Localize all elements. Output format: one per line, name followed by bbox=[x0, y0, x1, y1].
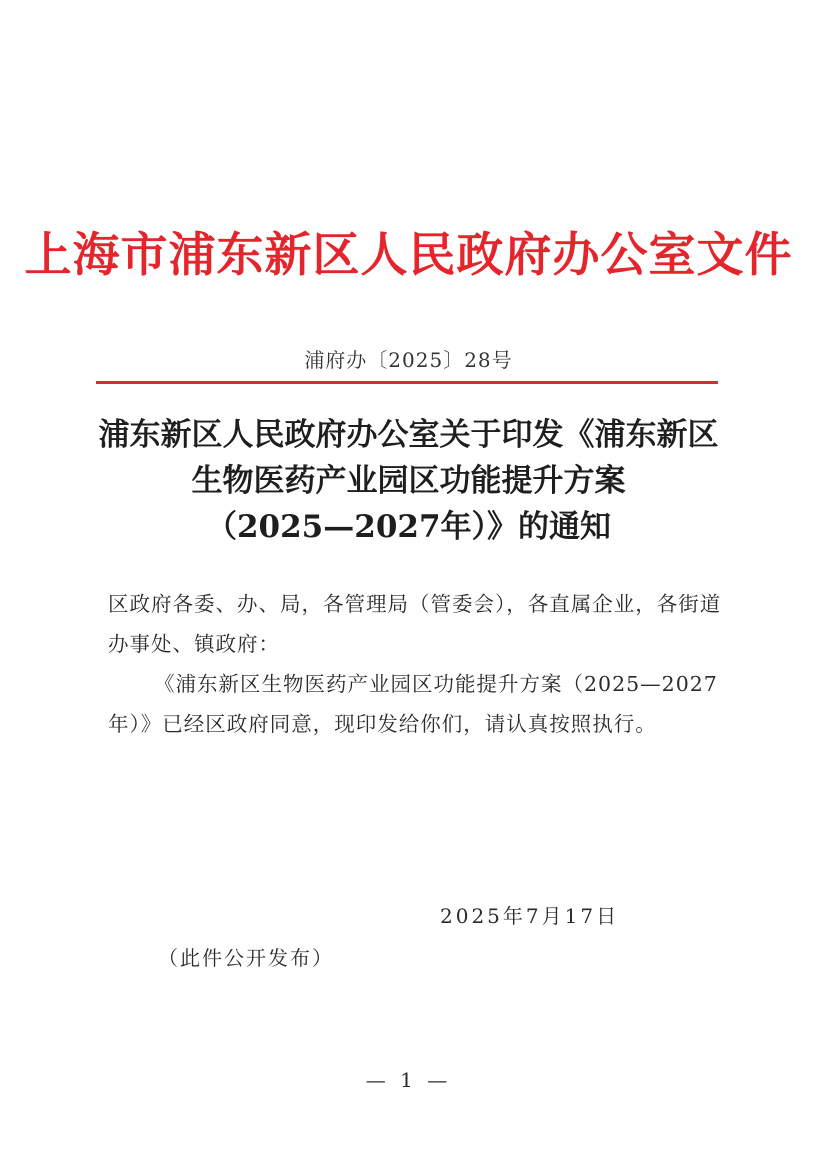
red-separator-line bbox=[96, 381, 718, 384]
addressee-block bbox=[108, 584, 722, 664]
addressee-line-1: 区政府各委、办、局，各管理局（管委会），各直属企业，各街道 bbox=[108, 592, 722, 616]
title-line-3: （2025—2027年）》的通知 bbox=[205, 509, 612, 545]
document-number: 浦府办〔2025〕28号 bbox=[304, 348, 513, 372]
body-line-2: 年）》已经区政府同意，现印发给你们，请认真按照执行。 bbox=[108, 712, 657, 736]
issuing-authority-header: 上海市浦东新区人民政府办公室文件 bbox=[24, 228, 793, 283]
page-number: — 1 — bbox=[365, 1068, 452, 1092]
addressee-line-2: 办事处、镇政府： bbox=[108, 632, 280, 656]
disclosure-note: （此件公开发布） bbox=[158, 946, 334, 970]
issue-date: 2025年7月17日 bbox=[440, 904, 620, 928]
body-paragraph bbox=[108, 664, 718, 744]
document-title bbox=[60, 412, 757, 550]
title-line-2: 生物医药产业园区功能提升方案 bbox=[191, 463, 626, 499]
title-line-1: 浦东新区人民政府办公室关于印发《浦东新区 bbox=[98, 417, 719, 453]
body-line-1: 《浦东新区生物医药产业园区功能提升方案（2025—2027 bbox=[154, 672, 718, 696]
